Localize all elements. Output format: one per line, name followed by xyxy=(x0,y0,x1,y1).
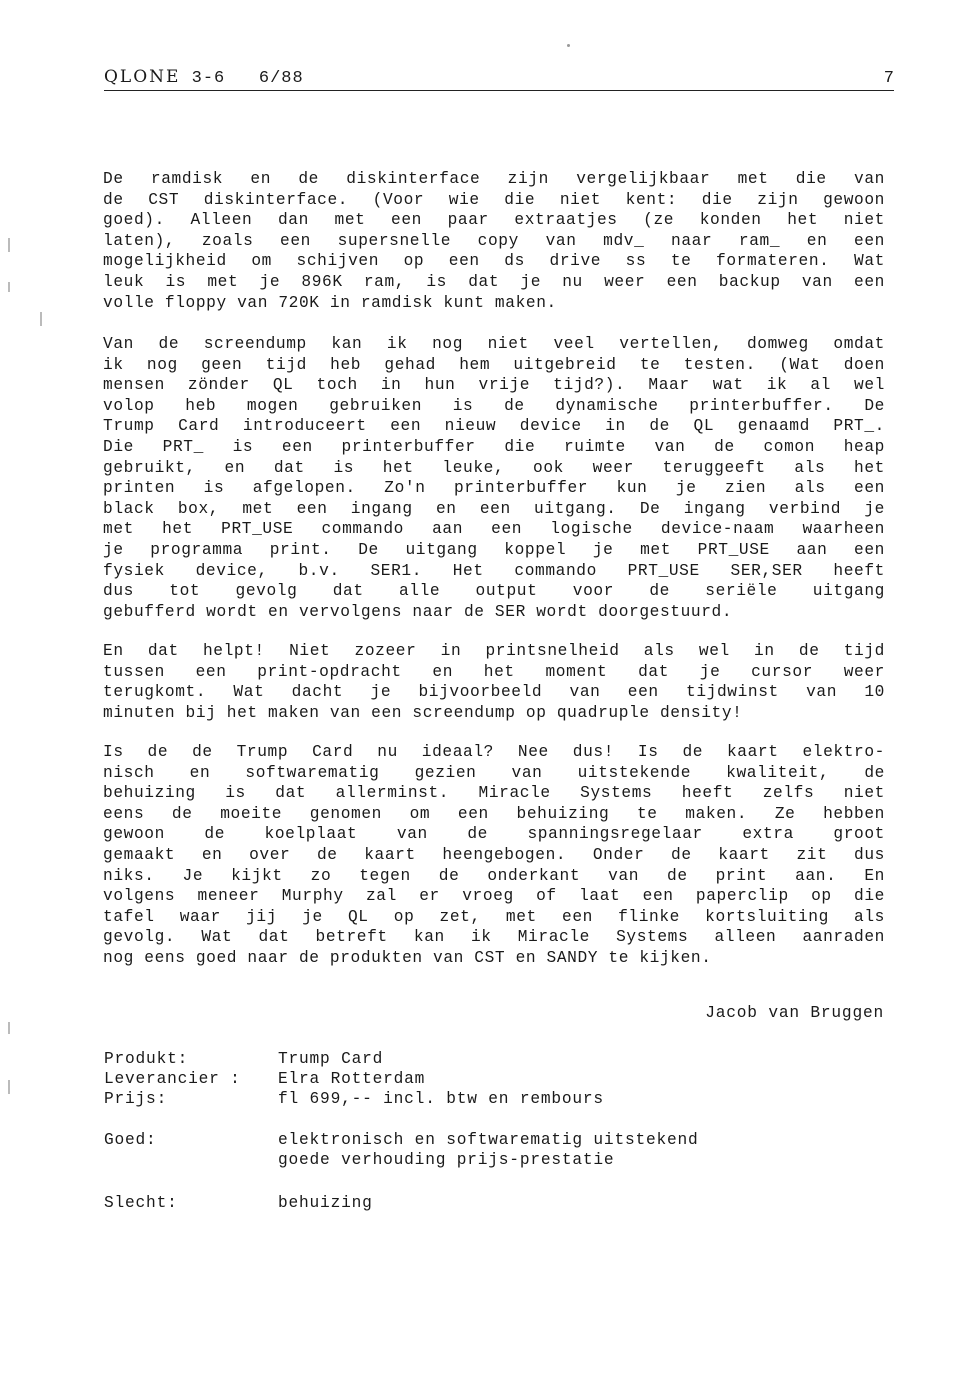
text-line: leuk is met je 896K ram, is dat je nu weer een backup van een xyxy=(103,272,885,291)
summary-value: Trump Card xyxy=(278,1050,384,1068)
text-line: met het PRT_USE commando aan een logische device-naam waarheen xyxy=(103,520,885,539)
scan-artifact xyxy=(8,1022,10,1034)
text-line: behuizing is dat allerminst. Miracle Systems heeft zelfs niet xyxy=(103,784,885,803)
text-line: laten), zoals een supersnelle copy van mdv_ naar ram_ en een xyxy=(103,231,885,250)
text-line: tafel waar jij je QL op zet, met een flinke kortsluiting als xyxy=(103,907,885,926)
text-line: je programma print. De uitgang koppel je met PRT_USE aan een xyxy=(103,540,885,559)
paragraph-screendump xyxy=(103,334,885,622)
text-line: mogelijkheid om schijven op een ds drive ss te formateren. Wat xyxy=(103,252,885,271)
summary-value: goede verhouding prijs-prestatie xyxy=(278,1151,615,1169)
text-line: En dat helpt! Niet zozeer in printsnelheid als wel in de tijd xyxy=(103,642,885,660)
summary-label: Leverancier : xyxy=(104,1070,241,1088)
summary-label: Prijs: xyxy=(104,1090,168,1108)
text-line: minuten bij het maken van een screendump op quadruple density! xyxy=(103,703,743,722)
summary-label: Produkt: xyxy=(104,1050,189,1068)
text-line: fysiek device, b.v. SER1. Het commando PRT_USE SER,SER heeft xyxy=(103,561,885,580)
issue-number: 3-6 xyxy=(191,69,226,88)
text-line: gebruikt, en dat is het leuke, ook weer teruggeeft als het xyxy=(103,458,885,477)
scan-artifact xyxy=(8,238,10,252)
text-line: De ramdisk en de diskinterface zijn vergelijkbaar met die van xyxy=(103,170,885,188)
text-line: Is de de Trump Card nu ideaal? Nee dus! Is de kaart elektro- xyxy=(103,743,885,761)
text-line: Die PRT_ is een printerbuffer die ruimte van de comon heap xyxy=(103,437,885,456)
text-line: printen is afgelopen. Zo'n printerbuffer kun je zien als een xyxy=(103,479,885,498)
summary-value: elektronisch en softwarematig uitstekend xyxy=(278,1131,699,1149)
text-line: black box, met een ingang en een uitgang. De ingang verbind je xyxy=(103,499,885,518)
summary-value: behuizing xyxy=(278,1194,373,1212)
text-line: eens de moeite genomen om een behuizing te maken. Ze hebben xyxy=(103,804,885,823)
author-signature: Jacob van Bruggen xyxy=(705,1004,884,1022)
text-line: volle floppy van 720K in ramdisk kunt maken. xyxy=(103,293,557,312)
text-line: gevolg. Wat dat betreft kan ik Miracle Systems alleen aanraden xyxy=(103,928,885,947)
issue-date: 6/88 xyxy=(258,69,304,88)
text-line: tussen een print-opdracht en het moment dat je cursor weer xyxy=(103,662,885,681)
text-line: Trump Card introduceert een nieuw device in de QL genaamd PRT_. xyxy=(103,417,885,436)
text-line: gewoon de koelplaat van de spanningsregelaar extra groot xyxy=(103,825,885,844)
scan-artifact xyxy=(8,1080,10,1094)
paragraph-ramdisk xyxy=(103,169,885,313)
text-line: de CST diskinterface. (Voor wie die niet kent: die zijn gewoon xyxy=(103,190,885,209)
text-line: volgens meneer Murphy zal er vroeg of laat een paperclip op die xyxy=(103,887,885,906)
paragraph-ideaal xyxy=(103,742,885,969)
scan-artifact xyxy=(567,44,570,47)
text-line: mensen zönder QL toch in hun vrije tijd?). Maar wat ik al wel xyxy=(103,376,885,395)
text-line: nog eens goed naar de produkten van CST en SANDY te kijken. xyxy=(103,948,712,967)
header-title xyxy=(104,67,304,88)
paragraph-helpt xyxy=(103,641,885,723)
text-line: dus tot gevolg dat alle output voor de seriële uitgang xyxy=(103,582,885,601)
text-line: gebufferd wordt en vervolgens naar de SER wordt doorgestuurd. xyxy=(103,602,733,621)
text-line: ik nog geen tijd heb gehad hem uitgebreid te testen. (Wat doen xyxy=(103,355,885,374)
scan-artifact xyxy=(8,282,10,292)
text-line: Van de screendump kan ik nog niet veel vertellen, domweg omdat xyxy=(103,335,885,353)
summary-value: Elra Rotterdam xyxy=(278,1070,426,1088)
page-header xyxy=(104,66,894,91)
text-line: niks. Je kijkt zo tegen de onderkant van de print aan. En xyxy=(103,866,885,885)
scan-artifact xyxy=(40,312,42,326)
text-line: nisch en softwarematig gezien van uitstekende kwaliteit, de xyxy=(103,763,885,782)
magazine-name: QLONE xyxy=(104,67,181,87)
text-line: goed). Alleen dan met een paar extraatjes (ze konden het niet xyxy=(103,211,885,230)
text-line: gemaakt en over de kaart heengebogen. Onder de kaart zit dus xyxy=(103,845,885,864)
summary-value: fl 699,-- incl. btw en rembours xyxy=(278,1090,604,1108)
summary-label: Goed: xyxy=(104,1131,157,1149)
page-number: 7 xyxy=(883,69,894,88)
summary-label: Slecht: xyxy=(104,1194,178,1212)
text-line: terugkomt. Wat dacht je bijvoorbeeld van een tijdwinst van 10 xyxy=(103,683,885,702)
text-line: volop heb mogen gebruiken is de dynamische printerbuffer. De xyxy=(103,396,885,415)
